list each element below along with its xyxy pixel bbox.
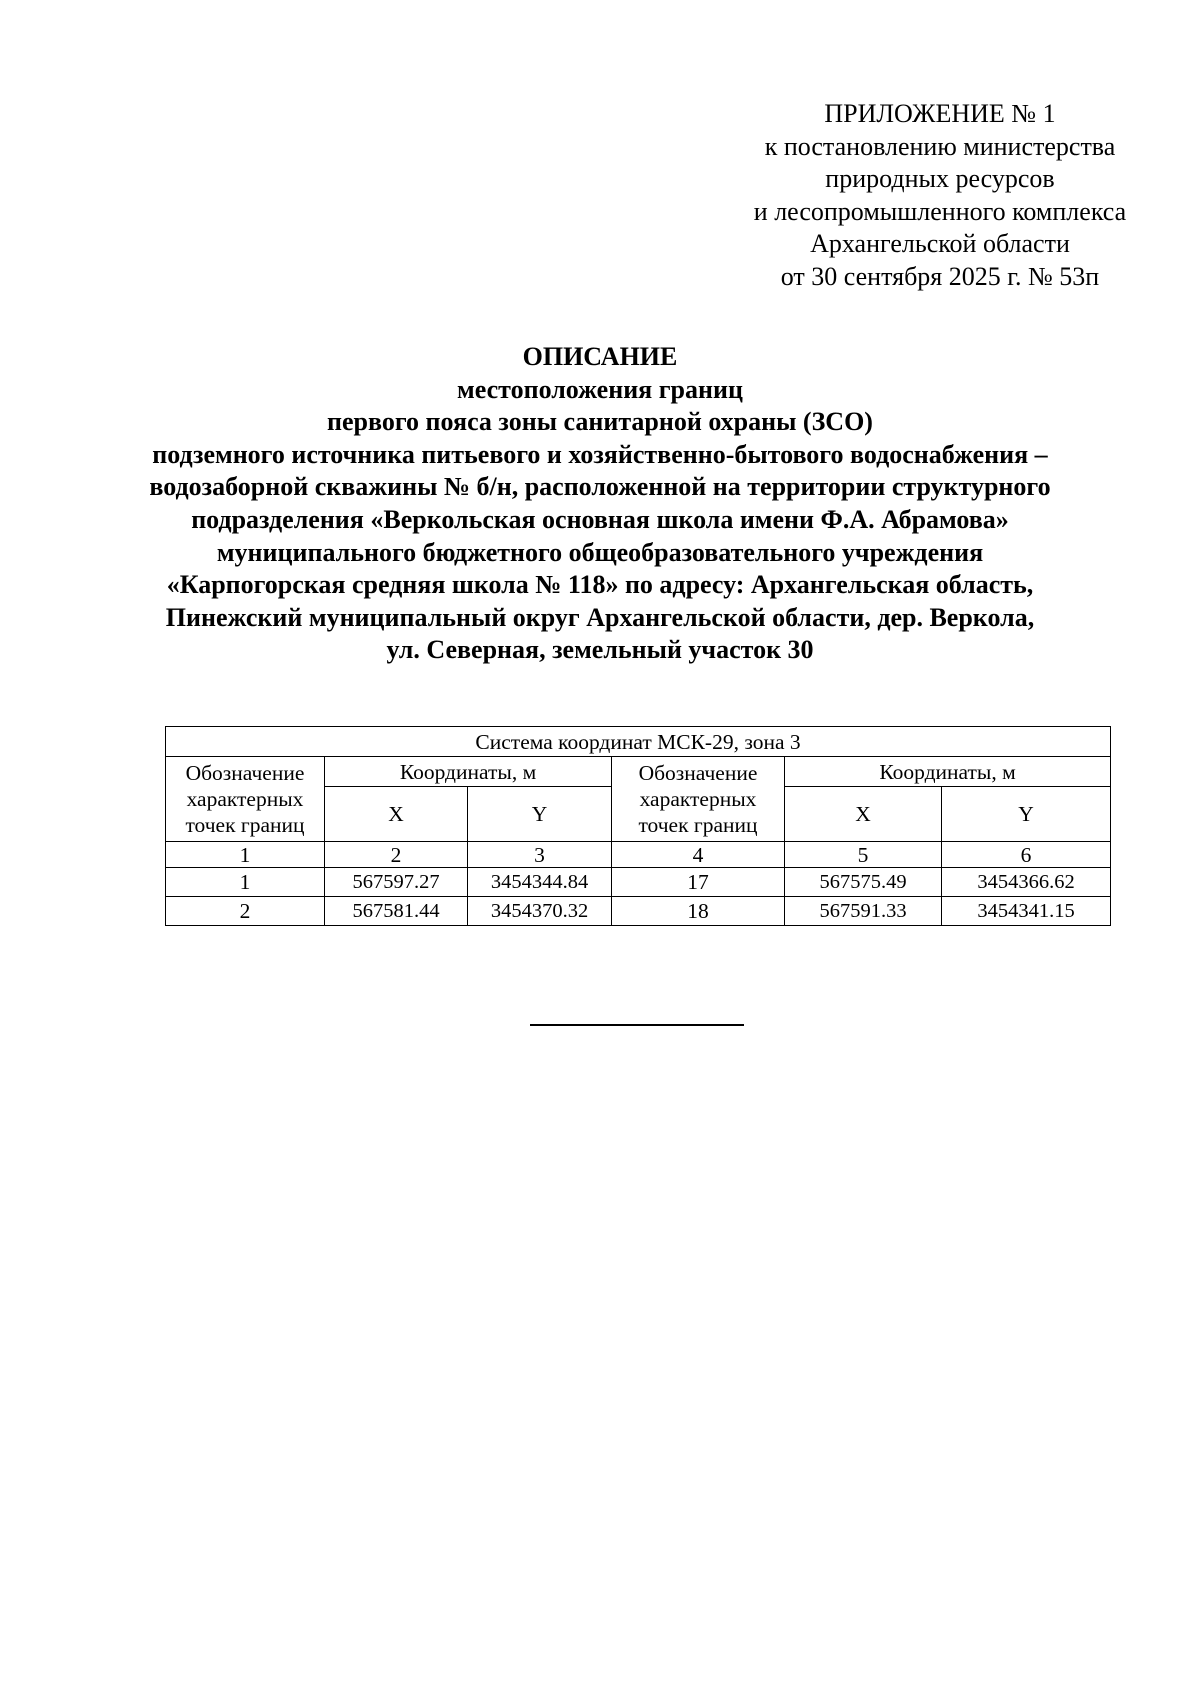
appendix-line: к постановлению министерства [764,131,1116,161]
title-line: «Карпогорская средняя школа № 118» по адресу: Архангельская область, [166,570,1034,600]
x-header-left: X [325,787,468,842]
table-row [166,897,1111,926]
coordinates-table [165,726,1111,926]
point-left: 2 [166,897,325,926]
title-line: первого пояса зоны санитарной охраны (ЗСО) [327,407,873,437]
y-left: 3454370.32 [468,897,612,926]
appendix-header [720,98,1160,294]
point-right: 18 [612,897,785,926]
designation-header-left: Обозначение характерных точек границ [166,757,325,842]
x-right: 567591.33 [785,897,942,926]
appendix-line: ПРИЛОЖЕНИЕ № 1 [824,99,1056,128]
title-line: ул. Северная, земельный участок 30 [386,635,814,665]
y-header-right: Y [942,787,1111,842]
y-right: 3454341.15 [942,897,1111,926]
column-number: 6 [942,842,1111,868]
x-header-right: X [785,787,942,842]
x-left: 567597.27 [325,868,468,897]
column-number: 3 [468,842,612,868]
title-line: подземного источника питьевого и хозяйственно-бытового водоснабжения – [152,439,1048,469]
y-header-left: Y [468,787,612,842]
x-right: 567575.49 [785,868,942,897]
designation-header-right: Обозначение характерных точек границ [612,757,785,842]
title-line: подразделения «Веркольская основная школа имени Ф.А. Абрамова» [191,504,1009,534]
column-number: 2 [325,842,468,868]
coords-header-left: Координаты, м [325,757,612,787]
column-number: 1 [166,842,325,868]
column-number: 4 [612,842,785,868]
x-left: 567581.44 [325,897,468,926]
title-line: муниципального бюджетного общеобразовательного учреждения [216,537,984,567]
title-line: Пинежский муниципальный округ Архангельской области, дер. Веркола, [165,602,1035,632]
coords-header-right: Координаты, м [785,757,1111,787]
point-left: 1 [166,868,325,897]
table-row [166,868,1111,897]
y-right: 3454366.62 [942,868,1111,897]
appendix-line: Архангельской области [810,229,1070,259]
point-right: 17 [612,868,785,897]
title-heading: ОПИСАНИЕ [522,342,678,371]
document-title [40,341,1160,667]
appendix-line: природных ресурсов [825,164,1055,194]
coordinate-system-caption: Система координат МСК-29, зона 3 [166,727,1111,757]
y-left: 3454344.84 [468,868,612,897]
appendix-line: от 30 сентября 2025 г. № 53п [780,261,1100,291]
column-numbers-row [166,842,1111,868]
column-number: 5 [785,842,942,868]
title-line: местоположения границ [457,374,743,404]
end-separator-line [530,1024,744,1026]
title-line: водозаборной скважины № б/н, расположенной на территории структурного [149,472,1051,502]
appendix-line: и лесопромышленного комплекса [753,196,1127,226]
